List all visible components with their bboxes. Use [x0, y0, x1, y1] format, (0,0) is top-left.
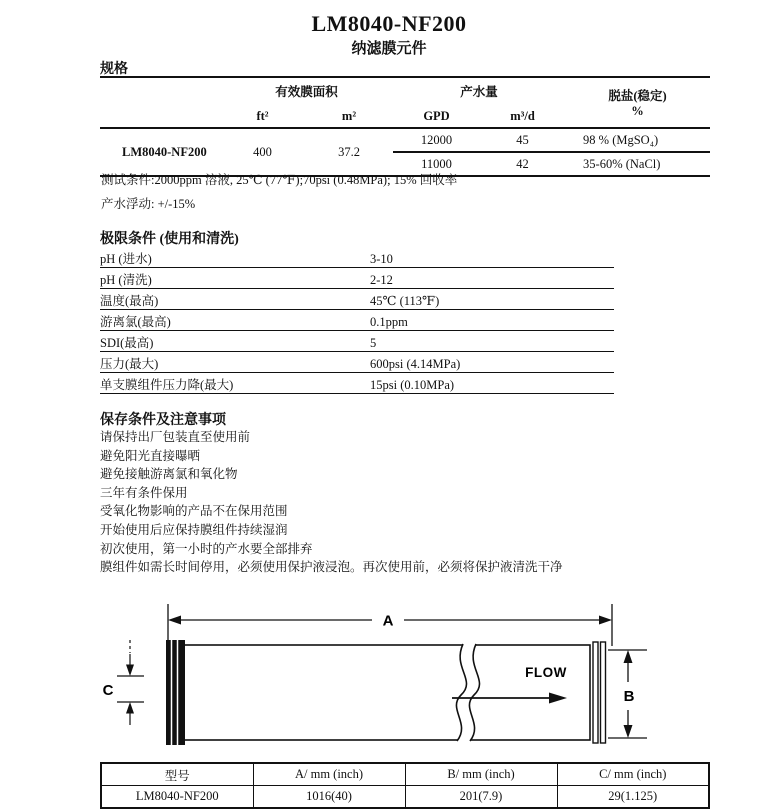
- spec-rejection-2: 35-60% (NaCl): [583, 156, 661, 171]
- spec-header-rejection-unit: %: [631, 104, 644, 118]
- dim-c-arrowhead-down: [126, 665, 134, 677]
- spec-m3d-2: 42: [516, 156, 529, 171]
- limit-value: 0.1ppm: [370, 315, 408, 329]
- spec-table: [100, 76, 710, 177]
- dims-a: 1016(40): [253, 786, 405, 809]
- storage-line: 初次使用，第一小时的产水要全部排弃: [100, 541, 313, 556]
- dims-model: LM8040-NF200: [101, 786, 253, 809]
- limits-row: [100, 352, 614, 373]
- storage-line: 膜组件如需长时间停用，必须使用保护液浸泡。再次使用前，必须将保护液清洗干净: [100, 560, 563, 575]
- end-cap-left: [166, 640, 185, 745]
- limit-value: 3-10: [370, 252, 393, 266]
- membrane-element-diagram: [100, 598, 720, 758]
- storage-notes: [100, 428, 563, 577]
- page-subtitle: 纳滤膜元件: [351, 41, 427, 57]
- dims-c: 29(1.125): [557, 786, 709, 809]
- spec-header-area: 有效膜面积: [275, 85, 338, 99]
- storage-line: 请保持出厂包装直至使用前: [100, 430, 251, 444]
- limit-label: 温度(最高): [100, 294, 159, 308]
- flow-variation-note: 产水浮动: +/-15%: [101, 197, 196, 211]
- limit-label: SDI(最高): [100, 336, 154, 350]
- limit-value: 5: [370, 336, 377, 350]
- test-conditions-note: 测试条件:2000ppm 溶液, 25℃ (77℉);70psi (0.48MPa); 15% 回收率: [101, 173, 458, 187]
- dimensions-data-row: [101, 786, 709, 809]
- dims-header-c: C/ mm (inch): [557, 763, 709, 786]
- membrane-body: [184, 645, 590, 740]
- limit-label: 游离氯(最高): [100, 315, 171, 329]
- spec-model: LM8040-NF200: [122, 144, 207, 159]
- dim-b-arrowhead-down: [624, 725, 633, 738]
- limits-row: [100, 331, 614, 352]
- limit-label: 单支膜组件压力降(最大): [100, 378, 234, 392]
- spec-subheader-m3d: m³/d: [480, 104, 565, 128]
- spec-group-header-row: [100, 77, 710, 104]
- limits-row: [100, 247, 614, 268]
- end-ring-right: [593, 642, 598, 743]
- limits-section-heading: 极限条件 (使用和清洗): [100, 232, 239, 247]
- end-ring-right: [601, 642, 606, 743]
- limits-row: [100, 373, 614, 394]
- spec-header-rejection-label: 脱盐(稳定): [608, 89, 667, 103]
- spec-header-rejection: [565, 77, 710, 128]
- dim-c-arrowhead-up: [126, 702, 134, 714]
- spec-gpd-1: 12000: [393, 128, 480, 152]
- storage-line: 开始使用后应保持膜组件持续湿润: [100, 522, 288, 537]
- dims-header-a: A/ mm (inch): [253, 763, 405, 786]
- spec-subheader-m2: m²: [305, 104, 393, 128]
- spec-empty-cell: [100, 77, 220, 104]
- dim-a-label: A: [382, 612, 394, 630]
- storage-line: 避免接触游离氯和氧化物: [100, 467, 238, 482]
- dims-b: 201(7.9): [405, 786, 557, 809]
- storage-line: 受氧化物影响的产品不在保用范围: [100, 504, 288, 519]
- limit-label: 压力(最大): [100, 357, 159, 371]
- spec-gpd-2: 11000: [421, 156, 452, 171]
- spec-m3d-1: 45: [480, 128, 565, 152]
- storage-line: 避免阳光直接曝晒: [100, 448, 201, 463]
- limit-label: pH (清洗): [100, 273, 152, 287]
- spec-subheader-gpd: GPD: [393, 104, 480, 128]
- limit-value: 45℃ (113℉): [370, 294, 440, 308]
- limit-value: 600psi (4.14MPa): [370, 357, 461, 371]
- limits-list: [100, 247, 614, 394]
- limits-row: [100, 310, 614, 331]
- dim-b-arrowhead-up: [624, 650, 633, 663]
- storage-line: 三年有条件保用: [100, 485, 188, 500]
- dims-header-model: 型号: [101, 763, 253, 786]
- limits-row: [100, 268, 614, 289]
- spec-area-m2: 37.2: [338, 144, 360, 159]
- spec-section-heading: 规格: [100, 62, 128, 77]
- storage-section-heading: 保存条件及注意事项: [100, 413, 226, 428]
- spec-empty-cell: [100, 104, 220, 128]
- limit-value: 15psi (0.10MPa): [370, 378, 455, 392]
- spec-rejection-1: 98 % (MgSO₄): [565, 128, 710, 152]
- dimensions-header-row: [101, 763, 709, 786]
- dims-header-b: B/ mm (inch): [405, 763, 557, 786]
- limit-value: 2-12: [370, 273, 393, 287]
- spec-data-row: [100, 128, 710, 152]
- spec-subheader-ft2: ft²: [220, 104, 305, 128]
- limit-label: pH (进水): [100, 252, 152, 266]
- limits-row: [100, 289, 614, 310]
- dim-a-arrowhead-right: [599, 616, 612, 625]
- dimensions-table: [100, 762, 710, 809]
- spec-area-ft2: 400: [253, 144, 272, 159]
- dim-a-arrowhead-left: [168, 616, 181, 625]
- dim-c-label: C: [102, 682, 114, 699]
- dim-b-label: B: [623, 688, 635, 705]
- spec-header-flow: 产水量: [460, 85, 498, 99]
- flow-label: FLOW: [525, 665, 567, 680]
- page-title: LM8040-NF200: [311, 11, 467, 36]
